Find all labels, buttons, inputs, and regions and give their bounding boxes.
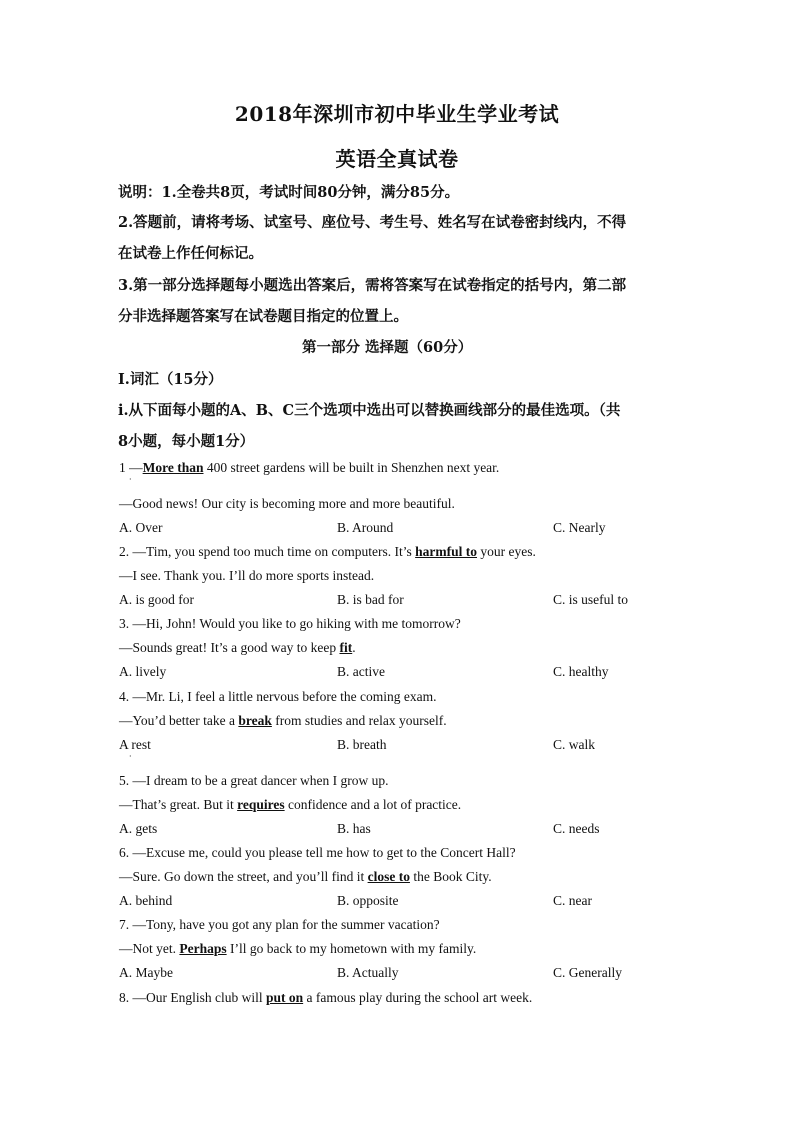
question-line	[119, 544, 536, 560]
answer-option: B. is bad for	[337, 592, 404, 607]
answer-option: B. active	[337, 664, 385, 679]
answer-option: A. Over	[119, 520, 163, 535]
response-line-text: —Sure. Go down the street, and you’ll find it	[119, 869, 368, 884]
question-line	[119, 773, 389, 789]
response-line	[119, 869, 492, 885]
response-line-text: the Book City.	[409, 869, 492, 884]
answer-option: C. Generally	[553, 965, 622, 980]
response-line	[119, 568, 374, 584]
question-line-text: 4. —Mr. Li, I feel a little nervous before the coming exam.	[119, 689, 437, 704]
question-line	[119, 616, 461, 632]
section-directions-a: i.从下面每小题的A、B、C三个选项中选出可以替换画线部分的最佳选项。（共	[118, 402, 621, 419]
question-line	[119, 845, 516, 861]
answer-option: B. opposite	[337, 893, 399, 908]
response-line	[119, 640, 356, 656]
question-line-text: 6. —Excuse me, could you please tell me how to get to the Concert Hall?	[119, 845, 516, 860]
question-line	[119, 917, 440, 933]
underlined-phrase: requires	[237, 797, 285, 812]
question-line-text: 7. —Tony, have you got any plan for the summer vacation?	[119, 917, 440, 932]
question-line-text: 3. —Hi, John! Would you like to go hiking with me tomorrow?	[119, 616, 461, 631]
question-line	[119, 689, 437, 705]
response-line-text: confidence and a lot of practice.	[284, 797, 462, 812]
answer-option: A. gets	[119, 821, 158, 836]
part-heading: 第一部分 选择题（60分）	[302, 339, 473, 356]
question-line-text: 8. —Our English club will	[119, 990, 266, 1005]
response-line-text: from studies and relax yourself.	[271, 713, 447, 728]
stray-mark: ·	[129, 475, 132, 484]
section-heading: I.词汇（15分）	[118, 371, 223, 388]
instruction-3a: 3.第一部分选择题每小题选出答案后，需将答案写在试卷指定的括号内，第二部	[118, 277, 627, 294]
response-line	[119, 797, 461, 813]
response-line-text: —Not yet.	[119, 941, 180, 956]
response-line	[119, 496, 455, 512]
question-line	[119, 990, 532, 1006]
answer-option: C. is useful to	[553, 592, 629, 607]
answer-option: C. near	[553, 893, 592, 908]
answer-option: A. Maybe	[119, 965, 173, 980]
underlined-phrase: close to	[367, 869, 410, 884]
question-line-text: 5. —I dream to be a great dancer when I grow up.	[119, 773, 389, 788]
answer-option: C. needs	[553, 821, 600, 836]
question-line-text: a famous play during the school art week.	[303, 990, 533, 1005]
underlined-phrase: Perhaps	[179, 941, 227, 956]
underlined-phrase: put on	[266, 990, 304, 1005]
response-line-text: —I see. Thank you. I’ll do more sports instead.	[119, 568, 375, 583]
question-line-text: 1 —	[119, 460, 143, 475]
response-line-text: .	[352, 640, 356, 655]
answer-option: C. Nearly	[553, 520, 606, 535]
answer-option: A. is good for	[119, 592, 194, 607]
response-line-text: I’ll go back to my hometown with my family.	[226, 941, 477, 956]
response-line	[119, 713, 447, 729]
response-line-text: —Sounds great! It’s a good way to keep	[119, 640, 340, 655]
answer-option: A. behind	[119, 893, 173, 908]
answer-option: B. Actually	[337, 965, 399, 980]
question-line-text: 400 street gardens will be built in Shenzhen next year.	[203, 460, 500, 475]
section-directions-b: 8小题，每小题1分）	[118, 433, 255, 450]
underlined-phrase: break	[238, 713, 272, 728]
question-line	[119, 460, 499, 476]
answer-option: B. breath	[337, 737, 387, 752]
stray-mark: ·	[129, 752, 132, 761]
answer-option: C. healthy	[553, 664, 609, 679]
answer-option: C. walk	[553, 737, 595, 752]
underlined-phrase: fit	[339, 640, 353, 655]
question-line-text: your eyes.	[477, 544, 536, 559]
response-line-text: —That’s great. But it	[119, 797, 238, 812]
answer-option: A rest	[119, 737, 151, 752]
question-line-text: 2. —Tim, you spend too much time on computers. It’s	[119, 544, 416, 559]
answer-option: B. Around	[337, 520, 394, 535]
instruction-2b: 在试卷上作任何标记。	[118, 245, 263, 262]
instruction-1: 说明：1.全卷共8页，考试时间80分钟，满分85分。	[118, 184, 460, 201]
exam-subtitle: 英语全真试卷	[335, 147, 459, 171]
response-line	[119, 941, 476, 957]
exam-title: 2018年深圳市初中毕业生学业考试	[234, 102, 560, 126]
instruction-3b: 分非选择题答案写在试卷题目指定的位置上。	[118, 308, 408, 325]
response-line-text: —Good news! Our city is becoming more and more beautiful.	[119, 496, 455, 511]
instruction-2a: 2.答题前，请将考场、试室号、座位号、考生号、姓名写在试卷密封线内，不得	[118, 214, 627, 231]
response-line-text: —You’d better take a	[119, 713, 239, 728]
underlined-phrase: harmful to	[415, 544, 477, 559]
answer-option: A. lively	[119, 664, 167, 679]
answer-option: B. has	[337, 821, 371, 836]
underlined-phrase: More than	[142, 460, 204, 475]
